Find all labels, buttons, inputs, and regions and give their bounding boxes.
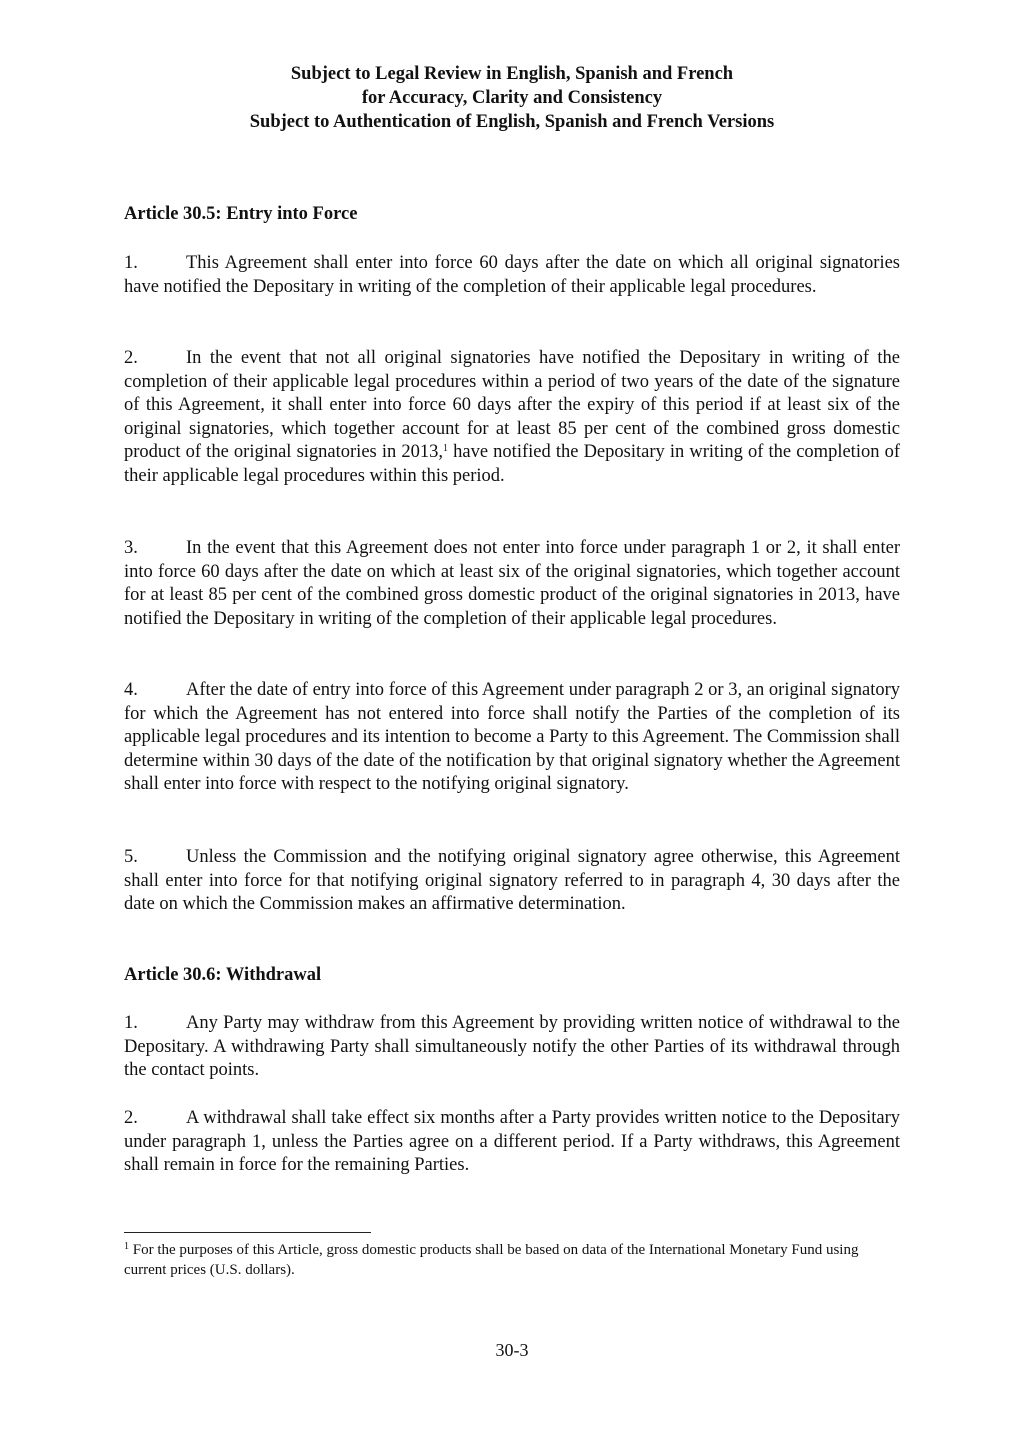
paragraph-text: Unless the Commission and the notifying original signatory agree otherwise, this Agreement shall enter into force for that notifying original signatory referred to in paragraph 4, 30 days after the date on which the Commission makes an affirmative determination. (124, 847, 900, 915)
paragraph-number: 2. (124, 1108, 138, 1128)
paragraph-text-continued: have notified the Depositary in writing of the completion of their applicable legal procedures within this period. (124, 442, 900, 486)
article-30-5-paragraph-3 (124, 537, 900, 631)
article-30-5-paragraph-2 (124, 347, 900, 489)
page-number: 30-3 (495, 1340, 529, 1360)
paragraph-text: After the date of entry into force of this Agreement under paragraph 2 or 3, an original signatory for which the Agreement has not entered into force shall notify the Parties of the completion of its applicable legal procedures and its intention to become a Party to this Agreement. The Commission shall determine within 30 days of the date of the notification by that original signatory whether the Agreement shall enter into force with respect to the notifying original signatory. (124, 680, 900, 795)
paragraph-number: 4. (124, 680, 138, 700)
article-30-5-paragraph-5 (124, 846, 900, 917)
document-header (0, 62, 1024, 134)
article-30-5-paragraph-1 (124, 252, 900, 299)
header-line-1: Subject to Legal Review in English, Spanish and French (290, 64, 734, 84)
footnote-separator (124, 1232, 371, 1233)
paragraph-number: 5. (124, 847, 138, 867)
footnote-reference: 1 (443, 443, 448, 455)
paragraph-number: 1. (124, 1013, 138, 1033)
footnote-text: For the purposes of this Article, gross domestic products shall be based on data of the International Monetary Fund using current prices (U.S. dollars). (124, 1242, 859, 1278)
paragraph-text: This Agreement shall enter into force 60 days after the date on which all original signatories have notified the Depositary in writing of the completion of their applicable legal procedures. (124, 253, 900, 297)
paragraph-text: In the event that not all original signatories have notified the Depositary in writing of the completion of their applicable legal procedures within a period of two years of the date of the signature of this Agreement, it shall enter into force 60 days after the expiry of this period if at least six of the original signatories, which together account for at least 85 per cent of the combined gross domestic product of the original signatories in 2013, (124, 348, 900, 463)
paragraph-text: In the event that this Agreement does not enter into force under paragraph 1 or 2, it shall enter into force 60 days after the date on which at least six of the original signatories, which together account for at least 85 per cent of the combined gross domestic product of the original signatories in 2013, have notified the Depositary in writing of the completion of their applicable legal procedures. (124, 538, 900, 629)
article-30-5-heading: Article 30.5: Entry into Force (124, 204, 358, 224)
paragraph-number: 2. (124, 348, 138, 368)
article-30-6-paragraph-1 (124, 1012, 900, 1083)
footnote-marker: 1 (124, 1241, 129, 1252)
footnote (124, 1240, 900, 1280)
paragraph-number: 1. (124, 253, 138, 273)
paragraph-number: 3. (124, 538, 138, 558)
paragraph-text: Any Party may withdraw from this Agreement by providing written notice of withdrawal to the Depositary. A withdrawing Party shall simultaneously notify the other Parties of its withdrawal through the contact points. (124, 1013, 900, 1081)
article-30-6-heading: Article 30.6: Withdrawal (124, 965, 322, 985)
article-30-6-paragraph-2 (124, 1107, 900, 1178)
paragraph-text: A withdrawal shall take effect six months after a Party provides written notice to the Depositary under paragraph 1, unless the Parties agree on a different period. If a Party withdraws, this Agreement shall remain in force for the remaining Parties. (124, 1108, 900, 1176)
header-line-3: Subject to Authentication of English, Spanish and French Versions (249, 112, 775, 132)
header-line-2: for Accuracy, Clarity and Consistency (361, 88, 663, 108)
article-30-5-paragraph-4 (124, 679, 900, 797)
